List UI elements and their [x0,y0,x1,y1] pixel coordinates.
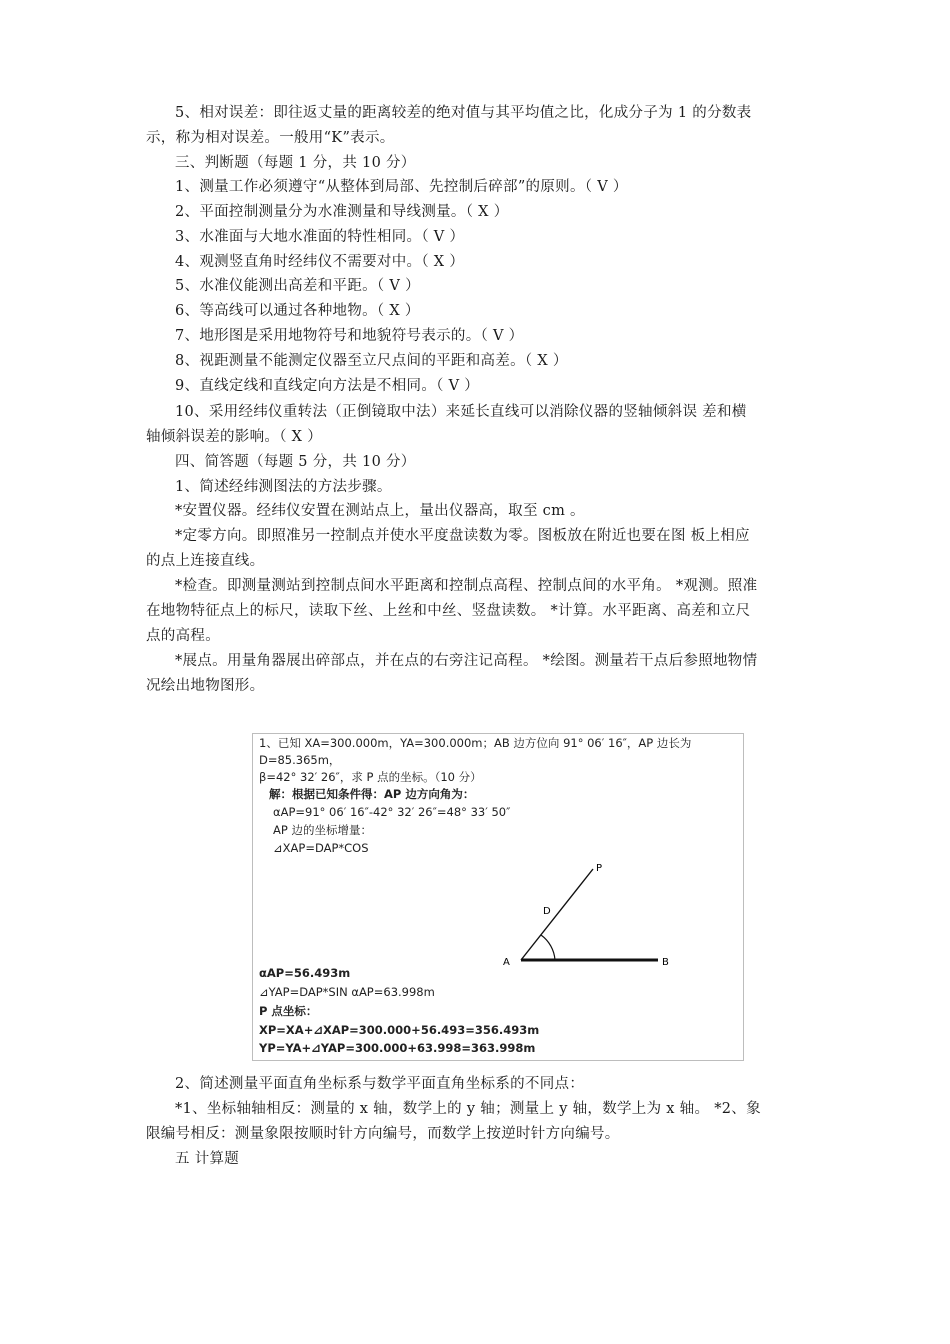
angle-arc [541,935,555,960]
answer-step: 点的高程。 [146,628,220,644]
line-ap [521,869,593,960]
figure-line: YP=YA+⊿YAP=300.000+63.998=363.998m [259,1041,536,1055]
list-item: 3、水准面与大地水准面的特性相同。（ V ） [175,229,465,245]
answer-step: *1、坐标轴轴相反：测量的 x 轴，数学上的 y 轴；测量上 y 轴，数学上为 x 轴。 *2、象 [175,1101,761,1117]
answer-step: 的点上连接直线。 [146,553,265,569]
answer-step: 限编号相反：测量象限按顺时针方向编号，而数学上按逆时针方向编号。 [146,1126,620,1142]
list-item: 5、水准仪能测出高差和平距。（ V ） [175,278,420,294]
list-item: 7、地形图是采用地物符号和地貌符号表示的。（ V ） [175,328,524,344]
figure-line: αAP=91° 06′ 16″-42° 32′ 26″=48° 33′ 50″ [273,805,511,819]
figure-line: β=42° 32′ 26″，求 P 点的坐标。（10 分） [259,770,482,784]
list-item: 6、等高线可以通过各种地物。（ X ） [175,303,420,319]
answer-step: *安置仪器。经纬仪安置在测站点上，量出仪器高，取至 cm 。 [175,503,585,519]
figure-line: XP=XA+⊿XAP=300.000+56.493=356.493m [259,1023,540,1037]
answer-step: *展点。用量角器展出碎部点，并在点的右旁注记高程。 *绘图。测量若干点后参照地物情 [175,653,758,669]
figure-line: 1、已知 XA=300.000m，YA=300.000m；AB 边方位向 91° 06′ 16″，AP 边长为 [259,736,692,750]
list-item: 4、观测竖直角时经纬仪不需要对中。（ X ） [175,254,465,270]
point-label-d: D [543,906,551,917]
scanned-problem-figure [252,733,744,1061]
list-item: 9、直线定线和直线定向方法是不相同。（ V ） [175,378,480,394]
list-item: 8、视距测量不能测定仪器至立尺点间的平距和高差。（ X ） [175,353,568,369]
answer-step: *定零方向。即照准另一控制点并使水平度盘读数为零。图板放在附近也要在图 板上相应 [175,528,750,544]
list-item: 2、平面控制测量分为水准测量和导线测量。（ X ） [175,204,509,220]
point-label-b: B [662,957,669,968]
section-title: 五 计算题 [175,1151,240,1167]
question-text: 1、简述经纬测图法的方法步骤。 [175,479,392,495]
figure-line: P 点坐标： [259,1004,318,1018]
figure-line: ⊿XAP=DAP*COS [273,841,369,855]
section-title: 三、判断题（每题 1 分，共 10 分） [175,155,416,171]
paragraph-line: 示，称为相对误差。一般用“K”表示。 [146,130,395,146]
figure-line: 解：根据已知条件得：AP 边方向角为： [269,787,475,801]
figure-line: αAP=56.493m [259,966,351,980]
point-label-a: A [503,957,510,968]
figure-line: ⊿YAP=DAP*SIN αAP=63.998m [259,985,435,999]
geometry-diagram [253,734,743,1060]
list-item: 1、测量工作必须遵守“从整体到局部、先控制后碎部”的原则。（ V ） [175,179,628,195]
answer-step: 况绘出地物图形。 [146,678,265,694]
question-text: 2、简述测量平面直角坐标系与数学平面直角坐标系的不同点： [175,1076,585,1092]
figure-line: AP 边的坐标增量： [273,823,372,837]
list-item: 10、采用经纬仪重转法（正倒镜取中法）来延长直线可以消除仪器的竖轴倾斜误 差和横 [175,404,747,420]
section-title: 四、简答题（每题 5 分，共 10 分） [175,454,416,470]
answer-step: *检查。即测量测站到控制点间水平距离和控制点高程、控制点间的水平角。 *观测。照准 [175,578,758,594]
paragraph-line: 5、相对误差：即往返丈量的距离较差的绝对值与其平均值之比，化成分子为 1 的分数表 [175,105,752,121]
point-label-p: P [596,863,603,874]
list-item-continued: 轴倾斜误差的影响。（ X ） [146,429,322,445]
answer-step: 在地物特征点上的标尺，读取下丝、上丝和中丝、竖盘读数。 *计算。水平距离、高差和立尺 [146,603,751,619]
figure-line: D=85.365m， [259,753,341,767]
